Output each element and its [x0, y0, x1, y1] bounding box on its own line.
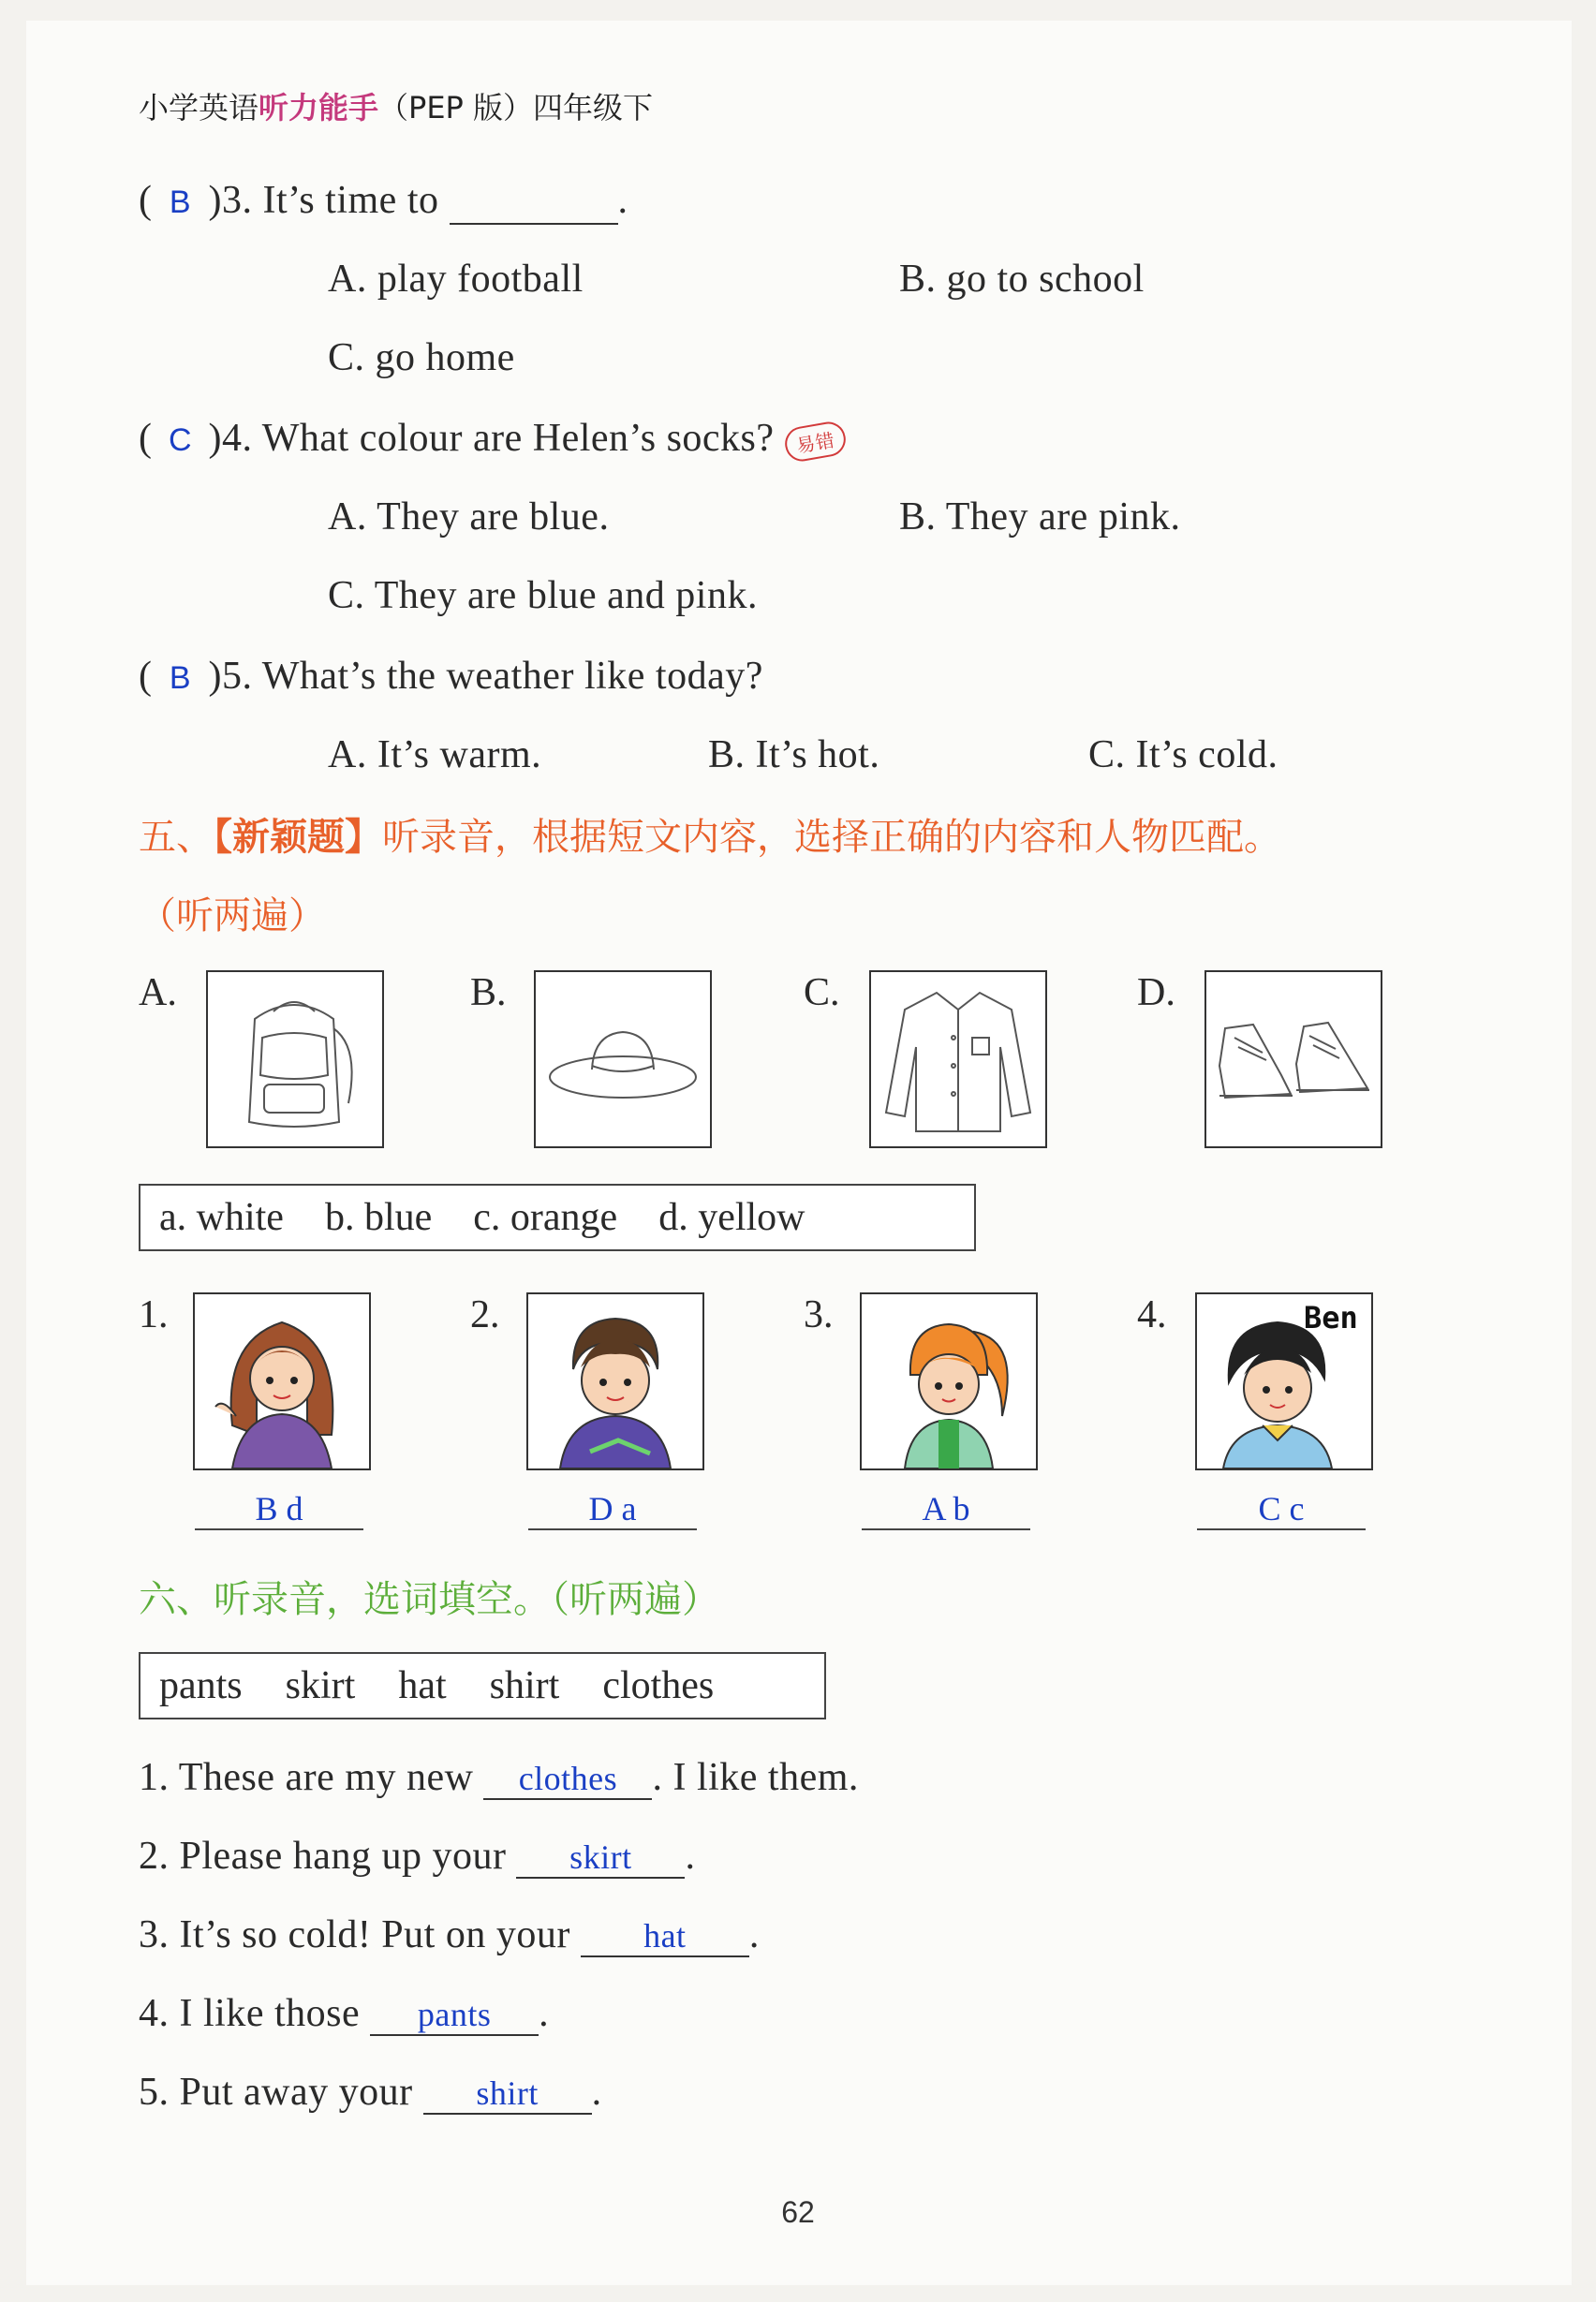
option-a: A. It’s warm.: [328, 733, 542, 776]
word-option: shirt: [489, 1664, 560, 1707]
hat-icon: [534, 970, 712, 1148]
option-a: A. play football: [328, 258, 584, 301]
match-answer-1[interactable]: B d: [195, 1489, 363, 1530]
person-label: 2.: [470, 1293, 500, 1336]
person-label: 4.: [1137, 1293, 1167, 1336]
page-header: [139, 84, 653, 127]
ben-name-tag: Ben: [1304, 1300, 1358, 1335]
fill-sentence-1: 1. These are my new clothes . I like them.: [139, 1756, 859, 1799]
option-c: C. It’s cold.: [1088, 733, 1278, 776]
picture-label: B.: [470, 971, 507, 1014]
girl-ponytail-icon: [860, 1292, 1038, 1470]
fill-sentence-3: 3. It’s so cold! Put on your hat .: [139, 1913, 760, 1956]
word-option: skirt: [285, 1664, 356, 1707]
option-a: A. They are blue.: [328, 495, 610, 539]
boy-ben-icon: [1195, 1292, 1373, 1470]
section-5-note: （听两遍）: [139, 894, 326, 937]
sneakers-icon: [1204, 970, 1382, 1148]
question-3: ( B )3. It’s time to .: [139, 178, 628, 225]
page-number: 62: [781, 2195, 815, 2229]
fill-sentence-2: 2. Please hang up your skirt .: [139, 1835, 696, 1878]
word-option: clothes: [602, 1664, 715, 1707]
picture-label: C.: [804, 971, 840, 1014]
fill-answer[interactable]: skirt: [516, 1837, 685, 1879]
fill-answer[interactable]: pants: [370, 1995, 539, 2036]
fill-answer[interactable]: hat: [581, 1916, 749, 1957]
picture-label: A.: [139, 971, 177, 1014]
color-option: b. blue: [324, 1196, 433, 1239]
boy-hoodie-icon: [526, 1292, 704, 1470]
header-suffix: （PEP 版）四年级下: [378, 90, 654, 125]
option-c: C. They are blue and pink.: [328, 574, 758, 617]
picture-label: D.: [1137, 971, 1175, 1014]
option-b: B. It’s hot.: [708, 733, 880, 776]
shirt-icon: [869, 970, 1047, 1148]
error-prone-badge: 易错: [782, 419, 848, 464]
answer-letter: C: [168, 422, 193, 458]
color-option: d. yellow: [658, 1196, 805, 1239]
girl-long-hair-icon: [193, 1292, 371, 1470]
person-label: 3.: [804, 1293, 834, 1336]
header-prefix: 小学英语: [139, 90, 259, 125]
word-option: hat: [398, 1664, 447, 1707]
word-option: pants: [159, 1664, 243, 1707]
fill-sentence-4: 4. I like those pants .: [139, 1992, 550, 2035]
person-label: 1.: [139, 1293, 169, 1336]
question-stem: It’s time to: [262, 179, 439, 222]
word-bank: [139, 1652, 826, 1719]
color-option: a. white: [159, 1196, 284, 1239]
color-word-box: [139, 1184, 976, 1251]
fill-answer[interactable]: shirt: [423, 2073, 592, 2115]
option-c: C. go home: [328, 336, 515, 379]
question-stem: What colour are Helen’s socks?: [261, 417, 775, 460]
answer-letter: B: [169, 660, 192, 696]
option-b: B. They are pink.: [899, 495, 1181, 539]
option-b: B. go to school: [899, 258, 1145, 301]
section-6-title: 六、听录音，选词填空。（听两遍）: [139, 1578, 719, 1621]
question-stem: What’s the weather like today?: [261, 655, 763, 698]
match-answer-2[interactable]: D a: [528, 1489, 697, 1530]
match-answer-3[interactable]: A b: [862, 1489, 1030, 1530]
schoolbag-icon: [206, 970, 384, 1148]
section-5-title: 五、【新颖题】听录音，根据短文内容，选择正确的内容和人物匹配。: [139, 816, 1281, 859]
match-answer-4[interactable]: C c: [1197, 1489, 1366, 1530]
fill-answer[interactable]: clothes: [483, 1759, 652, 1800]
question-4: ( C )4. What colour are Helen’s socks? 易错: [139, 416, 846, 461]
question-5: ( B )5. What’s the weather like today?: [139, 655, 763, 698]
answer-letter: B: [169, 184, 192, 220]
answer-blank[interactable]: [450, 178, 618, 225]
new-question-tag: 【新颖题】: [214, 816, 382, 859]
fill-sentence-5: 5. Put away your shirt .: [139, 2071, 602, 2114]
color-option: c. orange: [473, 1196, 618, 1239]
header-brand: 听力能手: [259, 90, 379, 125]
